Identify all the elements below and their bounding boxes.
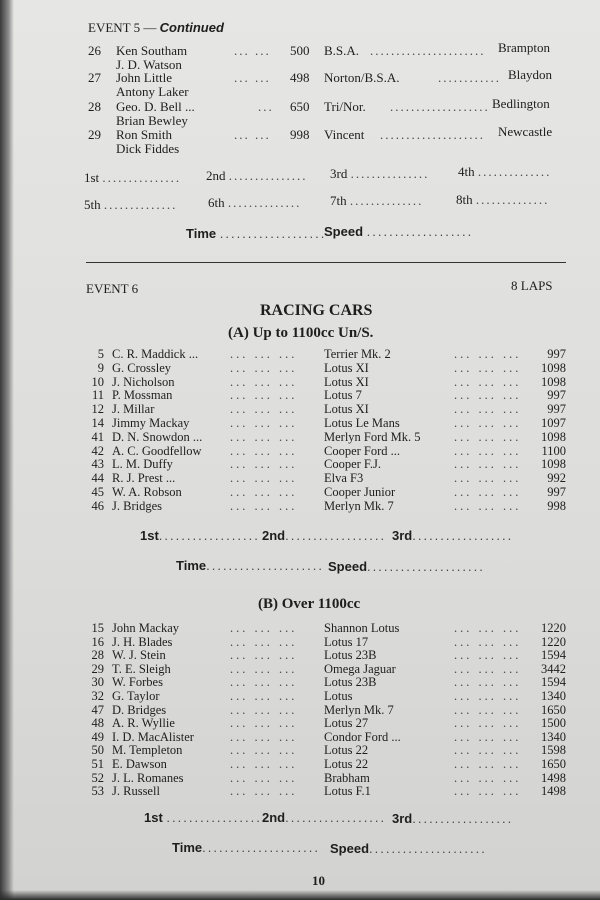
engine-cc: 1098 [541,429,566,444]
speed-blank: Speed..................... [328,559,485,574]
leader-dots: ... ... ... [454,443,522,458]
entry-row [82,347,566,361]
place-blank: 7th .............. [330,193,424,208]
entry-row [82,457,566,471]
leader-dots: ... ... ... [230,429,298,444]
driver-name: E. Dawson [112,757,167,771]
entry-row [82,703,566,717]
car-number: 32 [91,689,104,703]
speed-blank: Speed..................... [330,841,487,856]
place-blank: 3rd ............... [330,166,430,181]
car-number: 49 [91,729,104,744]
place-blank: 8th .............. [456,192,550,207]
entry-row [82,621,566,635]
entry-row [82,388,566,402]
car-number: 30 [91,675,104,690]
engine-cc: 1650 [541,757,566,771]
leader-dots: ... ... ... [230,689,298,703]
car-number: 44 [91,471,104,486]
entry-row [82,361,566,375]
car-model: Terrier Mk. 2 [324,347,391,361]
car-number: 14 [91,416,104,430]
place-blank: 3rd.................. [392,528,514,543]
leader-dots: ... ... ... [454,716,522,731]
engine-cc: 1498 [541,770,566,785]
car-model: Shannon Lotus [324,621,400,635]
driver-name: T. E. Sleigh [112,661,171,676]
leader-dots: ... ... ... [230,784,298,799]
driver-name: W. J. Stein [112,648,166,663]
entry-row [82,675,566,689]
driver-name: G. Taylor [112,689,160,703]
leader-dots: ... ... ... [230,498,298,513]
event6-laps: 8 LAPS [511,278,553,293]
car-model: Lotus 17 [324,634,369,649]
leader-dots: ... ... ... [230,360,298,375]
car-number: 29 [91,661,104,676]
engine-cc: 997 [547,485,566,499]
section-divider [86,262,566,263]
entry-row [82,635,566,649]
car-model: Lotus [324,689,353,703]
driver-name: J. Nicholson [112,374,175,389]
leader-dots: ... ... ... [230,388,298,403]
engine-cc: 1098 [541,457,566,472]
leader-dots: ... ... ... [454,634,522,649]
driver-name: J. L. Romanes [112,770,184,785]
leader-dots: ... ... ... [230,757,298,771]
driver-name: D. N. Snowdon ... [112,429,203,444]
driver-name: A. R. Wyllie [112,716,175,731]
place-blank: 1st .................. [144,810,268,825]
leader-dots: ... ... ... [454,621,522,635]
driver-name: R. J. Prest ... [112,471,176,486]
engine-cc: 998 [547,498,566,513]
leader-dots: ... ... ... [230,702,298,717]
leader-dots: ... ... ... [454,498,522,513]
place-blank: 4th .............. [458,164,552,179]
class-a-heading: (A) Up to 1100cc Un/S. [228,325,374,341]
car-number: 10 [91,374,104,389]
leader-dots: ... ... ... [230,770,298,785]
leader-dots: ... ... ... [454,388,522,403]
leader-dots: ... ... ... [454,360,522,375]
engine-cc: 1220 [541,634,566,649]
car-number: 41 [91,429,104,444]
car-model: Lotus 22 [324,757,369,771]
car-number: 50 [91,743,104,758]
leader-dots: ... ... ... [230,661,298,676]
programme-page: EVENT 5 — Continued 26 Ken Southam J. D. Watson ... ... 500 B.S.A. ...................... Brampton 27 John Little Antony Laker ... ... 498 Norton/B.S.A. ............ Blaydon 28 Geo. D. Bell ... Brian Bewley ... 650 Tri/Nor. ................... Bedlington 29 Ron Smith Dick Fiddes ... ... 998 Vincent .................... Newcastle 1st ............... 2nd ............... 3rd ............... 4th .............. 5th .............. 6th .............. 7th .............. 8th .............. Time ................... Speed ................... EVENT 6 8 LAPS RACING CARS (A) Up to 1100cc Un/S. 5 C. R. Maddick ... ... ... ... Terrier Mk. 2 ... ... ... 997 9 G. Crossley ... ... ... Lotus XI ... ... ... 1098 10 J. Nicholson ... ... ... Lotus XI ... ... ... 1098 11 P. Mossman ... ... ... Lotus 7 ... ... ... 997 12 J. Millar ... ... ... Lotus XI ... ... ... 997 14 Jimmy Mackay ... ... ... Lotus Le Mans ... ... ... 1097 41 D. N. Snowdon ... ... ... ... Merlyn Ford Mk. 5 ... ... ... 1098 42 A. C. Goodfellow ... ... ... Cooper Ford ... ... ... ... 1100 43 L. M. Duffy ... ... ... Cooper F.J. ... ... ... 1098 44 R. J. Prest ... ... ... ... Elva F3 ... ... ... 992 45 W. A. Robson ... ... ... Cooper Junior ... ... ... 997 46 J. Bridges ... ... ... Merlyn Mk. 7 ... ... ... 998 1st.................. 2nd.................. 3rd.................. Time..................... Speed..................... (B) Over 1100cc 15 John Mackay ... ... ... Shannon Lotus ... ... ... 1220 16 J. H. Blades ... ... ... Lotus 17 ... ... ... 1220 28 W. J. Stein ... ... ... Lotus 23B ... ... ... 1594 29 T. E. Sleigh ... ... ... Omega Jaguar ... ... ... 3442 30 W. Forbes ... ... ... Lotus 23B ... ... ... 1594 32 G. Taylor ... ... ... Lotus ... ... ... 1340 47 D. Bridges ... ... ... Merlyn Mk. 7 ... ... ... 1650 48 A. R. Wyllie ... ... ... Lotus 27 ... ... ... 1500 49 I. D. MacAlister ... ... ... Condor Ford ... ... ... ... 1340 50 M. Templeton ... ... ... Lotus 22 ... ... ... 1598 51 E. Dawson ... ... ... Lotus 22 ... ... ... 1650 52 J. L. Romanes ... ... ... Brabham ... ... ... 1498 53 J. Russell ... ... ... Lotus F.1 ... ... ... 1498 1st .................. 2nd.................. 3rd.................. Time..................... Speed..................... 10 [0,0,600,900]
engine-cc: 1220 [541,621,566,635]
leader-dots: ... ... ... [454,689,522,703]
leader-dots: ... ... ... [454,374,522,389]
engine-cc: 1097 [541,416,566,430]
leader-dots: ... ... ... [454,347,522,361]
entry-row [82,730,566,744]
place-blank: 6th .............. [208,195,302,210]
entry-row [82,499,566,513]
entry-row [82,757,566,771]
driver-name: W. Forbes [112,675,163,690]
leader-dots: ... ... ... [230,374,298,389]
car-number: 43 [91,457,104,472]
entry-row [82,662,566,676]
event6-title: RACING CARS [260,302,373,319]
time-blank: Time ................... [186,226,327,241]
leader-dots: ... ... ... [454,675,522,690]
driver-name: A. C. Goodfellow [112,443,202,458]
entry-row [82,485,566,499]
leader-dots: ... ... ... [454,429,522,444]
engine-cc: 1500 [541,716,566,731]
engine-cc: 1340 [541,729,566,744]
car-number: 9 [97,360,104,375]
engine-cc: 1598 [541,743,566,758]
car-model: Lotus Le Mans [324,416,400,430]
car-model: Merlyn Mk. 7 [324,702,394,717]
place-blank: 2nd ............... [206,168,308,183]
page-edge-shadow [0,890,600,900]
driver-name: Jimmy Mackay [112,416,190,430]
car-model: Lotus F.1 [324,784,371,799]
leader-dots: ... ... ... [454,770,522,785]
event6-label: EVENT 6 [86,281,139,296]
car-number: 48 [91,716,104,731]
leader-dots: ... ... ... [454,702,522,717]
leader-dots: ... ... ... [230,743,298,758]
engine-cc: 997 [547,388,566,403]
leader-dots: ... ... ... [230,675,298,690]
place-blank: 5th .............. [84,197,178,212]
leader-dots: ... ... ... [230,471,298,486]
car-number: 12 [91,402,104,417]
car-model: Lotus XI [324,360,369,375]
place-blank: 1st ............... [84,170,182,185]
leader-dots: ... ... ... [230,716,298,731]
leader-dots: ... ... ... [230,621,298,635]
car-number: 47 [91,702,104,717]
car-model: Condor Ford ... [324,729,401,744]
entry-row [82,402,566,416]
driver-name: P. Mossman [112,388,173,403]
car-number: 45 [91,485,104,499]
time-blank: Time..................... [176,558,324,573]
driver-name: G. Crossley [112,360,172,375]
driver-name: J. Russell [112,784,160,799]
driver-name: C. R. Maddick ... [112,347,199,361]
engine-cc: 992 [547,471,566,486]
engine-cc: 1100 [541,443,566,458]
car-model: Lotus 22 [324,743,369,758]
car-model: Cooper Junior [324,485,396,499]
engine-cc: 1340 [541,689,566,703]
car-model: Omega Jaguar [324,661,396,676]
car-number: 53 [91,784,104,799]
place-blank: 1st.................. [140,528,260,543]
place-blank: 3rd.................. [392,811,514,826]
car-model: Merlyn Mk. 7 [324,498,394,513]
leader-dots: ... ... ... [230,416,298,430]
engine-cc: 1098 [541,360,566,375]
engine-cc: 997 [547,402,566,417]
entry-row [82,444,566,458]
entry-row [82,771,566,785]
car-number: 15 [91,621,104,635]
car-number: 46 [91,498,104,513]
car-model: Cooper F.J. [324,457,381,472]
entry-row [82,416,566,430]
place-blank: 2nd.................. [262,528,387,543]
leader-dots: ... ... ... [230,648,298,663]
driver-name: M. Templeton [112,743,183,758]
car-number: 42 [91,443,104,458]
leader-dots: ... ... ... [230,485,298,499]
engine-cc: 1594 [541,648,566,663]
car-model: Lotus 7 [324,388,362,403]
car-number: 52 [91,770,104,785]
car-number: 11 [91,388,104,403]
time-blank: Time..................... [172,840,320,855]
car-number: 16 [91,634,104,649]
speed-blank: Speed ................... [324,224,474,239]
driver-name: L. M. Duffy [112,457,173,472]
entry-row [82,430,566,444]
binding-shadow [0,0,14,900]
leader-dots: ... ... ... [454,784,522,799]
leader-dots: ... ... ... [454,757,522,771]
entry-row [82,716,566,730]
leader-dots: ... ... ... [454,648,522,663]
driver-name: D. Bridges [112,702,167,717]
entry-row [82,689,566,703]
leader-dots: ... ... ... [230,729,298,744]
engine-cc: 997 [547,347,566,361]
car-model: Lotus XI [324,402,369,417]
leader-dots: ... ... ... [454,485,522,499]
car-number: 5 [97,347,104,361]
car-number: 28 [91,648,104,663]
car-model: Elva F3 [324,471,364,486]
engine-cc: 1594 [541,675,566,690]
driver-name: J. H. Blades [112,634,173,649]
car-model: Lotus XI [324,374,369,389]
leader-dots: ... ... ... [454,743,522,758]
leader-dots: ... ... ... [454,402,522,417]
leader-dots: ... ... ... [454,471,522,486]
engine-cc: 3442 [541,661,566,676]
event5-header: EVENT 5 — Continued [88,20,224,35]
leader-dots: ... ... ... [230,457,298,472]
leader-dots: ... ... ... [454,661,522,676]
entry-row [82,471,566,485]
leader-dots: ... ... ... [230,634,298,649]
car-model: Cooper Ford ... [324,443,401,458]
driver-name: W. A. Robson [112,485,182,499]
car-model: Brabham [324,770,370,785]
entry-row [82,743,566,757]
entry-row [82,375,566,389]
page-number: 10 [312,873,325,888]
entry-row [82,648,566,662]
class-b-heading: (B) Over 1100cc [258,596,361,612]
car-number: 51 [91,757,104,771]
engine-cc: 1498 [541,784,566,799]
car-model: Lotus 23B [324,648,377,663]
driver-name: John Mackay [112,621,179,635]
engine-cc: 1098 [541,374,566,389]
place-blank: 2nd.................. [262,810,387,825]
engine-cc: 1650 [541,702,566,717]
leader-dots: ... ... ... [454,729,522,744]
leader-dots: ... ... ... [454,457,522,472]
leader-dots: ... ... ... [454,416,522,430]
entry-row [82,784,566,798]
car-model: Lotus 27 [324,716,369,731]
leader-dots: ... ... ... [230,443,298,458]
driver-name: J. Millar [112,402,155,417]
leader-dots: ... ... ... [230,347,298,361]
driver-name: J. Bridges [112,498,162,513]
car-model: Lotus 23B [324,675,377,690]
driver-name: I. D. MacAlister [112,729,194,744]
leader-dots: ... ... ... [230,402,298,417]
car-model: Merlyn Ford Mk. 5 [324,429,421,444]
